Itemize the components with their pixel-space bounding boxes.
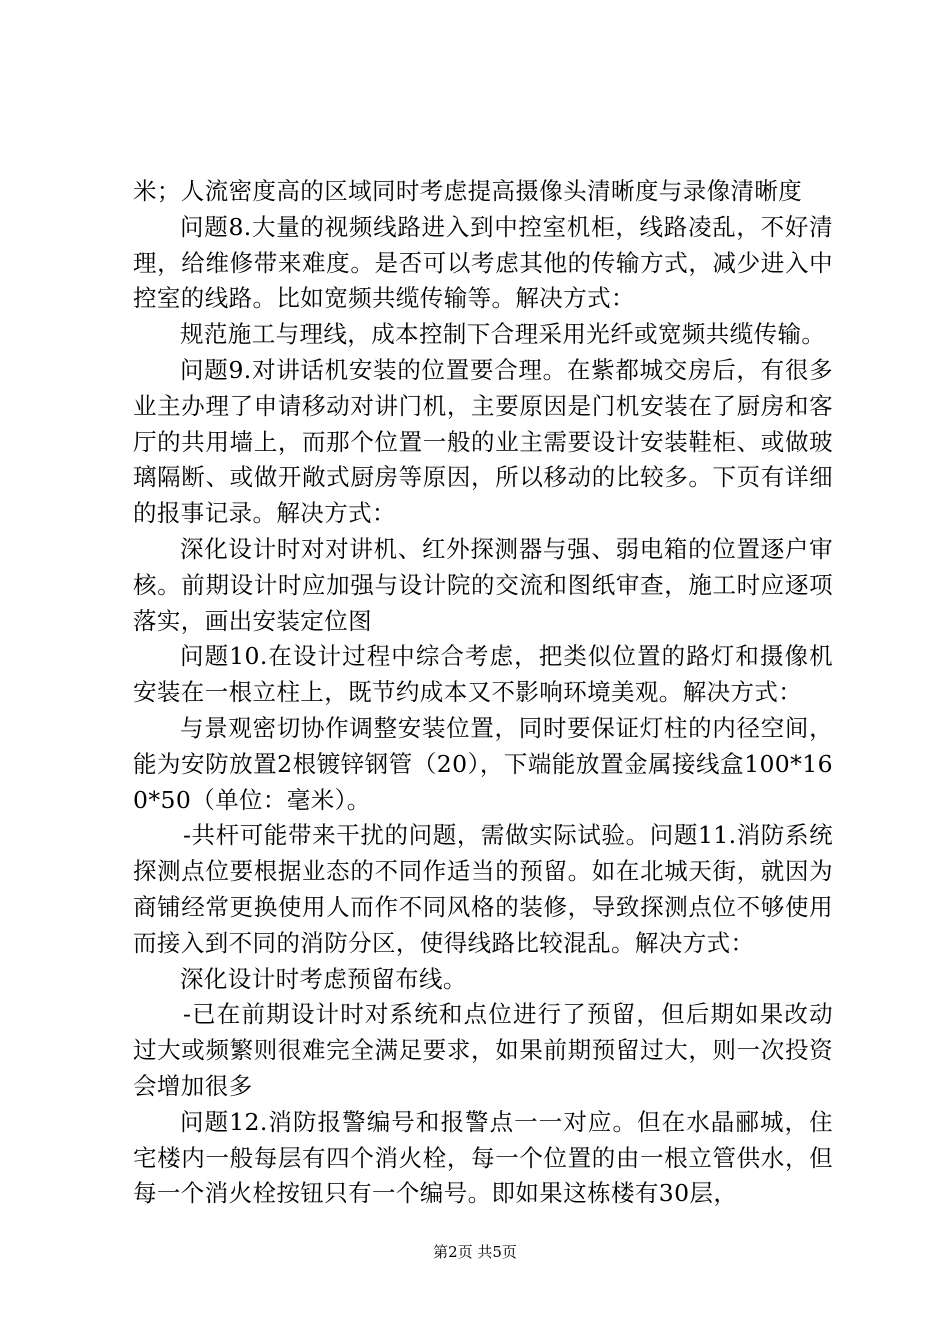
paragraph-solution-8: 规范施工与理线，成本控制下合理采用光纤或宽频共缆传输。: [180, 320, 826, 349]
paragraph-continuation: 米；人流密度高的区域同时考虑提高摄像头清晰度与录像清晰度: [133, 177, 803, 205]
paragraph-issue-8: 问题8.大量的视频线路进入到中控室机柜，线路凌乱，不好清理，给维修带来难度。是否可以考虑其他的传输方式，减少进入中控室的线路。比如宽频共缆传输等。解决方式：: [133, 212, 833, 313]
paragraph-solution-9: 深化设计时对对讲机、红外探测器与强、弱电箱的位置逐户审核。前期设计时应加强与设计院的交流和图纸审查，施工时应逐项落实，画出安装定位图: [133, 534, 833, 635]
paragraph-solution-10: 与景观密切协作调整安装位置，同时要保证灯柱的内径空间，能为安防放置2根镀锌钢管（20），下端能放置金属接线盒100*160*50（单位：毫米）。: [133, 713, 833, 814]
page-number-footer: 第2页 共5页: [433, 1243, 517, 1261]
document-body: [133, 174, 833, 1212]
paragraph-issue-12: 问题12.消防报警编号和报警点一一对应。但在水晶郦城，住宅楼内一般每层有四个消火栓，每一个位置的由一根立管供水，但每一个消火栓按钮只有一个编号。即如果这栋楼有30层，: [133, 1107, 833, 1208]
paragraph-issue-10: 问题10.在设计过程中综合考虑，把类似位置的路灯和摄像机安装在一根立柱上，既节约成本又不影响环境美观。解决方式：: [133, 642, 833, 707]
paragraph-note-11: -已在前期设计时对系统和点位进行了预留，但后期如果改动过大或频繁则很难完全满足要求，如果前期预留过大，则一次投资会增加很多: [133, 1000, 833, 1100]
paragraph-issue-11: -共杆可能带来干扰的问题，需做实际试验。问题11.消防系统探测点位要根据业态的不同作适当的预留。如在北城天街，就因为商铺经常更换使用人而作不同风格的装修，导致探测点位不够使用而接入到不同的消防分区，使得线路比较混乱。解决方式：: [133, 821, 833, 957]
paragraph-solution-11: 深化设计时考虑预留布线。: [180, 964, 467, 993]
paragraph-issue-9: 问题9.对讲话机安装的位置要合理。在紫都城交房后，有很多业主办理了申请移动对讲门机，主要原因是门机安装在了厨房和客厅的共用墙上，而那个位置一般的业主需要设计安装鞋柜、或做玻璃隔断、或做开敞式厨房等原因，所以移动的比较多。下页有详细的报事记录。解决方式：: [133, 355, 833, 528]
